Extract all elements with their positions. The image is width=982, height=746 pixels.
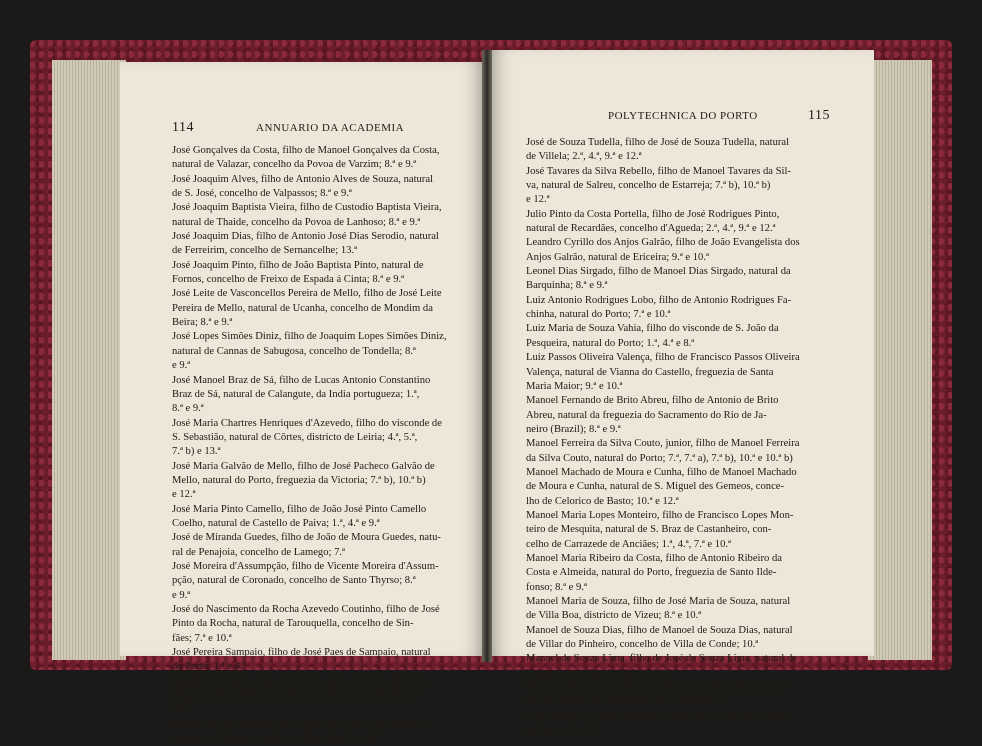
student-entry xyxy=(172,287,472,330)
student-entry xyxy=(526,394,826,437)
entry-line: José do Nascimento da Rocha Azevedo Coutinho, filho de José xyxy=(172,604,440,615)
entry-line: José Pereira Sampaio, filho de José Paes de Sampaio, natural xyxy=(172,647,431,659)
entry-line: lho de Celorico de Basto; 10.ª e 12.ª xyxy=(526,495,679,507)
entry-line: José Pinto Novaes, filho de Antonio Pinto da Costa Moreira, xyxy=(172,675,429,687)
entry-line: natural de Villa Nova de Famalicão, districto de Braga; 8.ª xyxy=(172,690,420,702)
entry-line: chinha, natural do Porto; 7.ª e 10.ª xyxy=(526,309,671,321)
left-running-title: ANNUARIO DA ACADEMIA xyxy=(256,122,405,134)
student-entry xyxy=(526,681,826,710)
entry-line: ral de Penajoia, concelho de Lamego; 7.ª xyxy=(172,546,345,558)
entry-line: 7.ª b) e 13.ª xyxy=(172,446,221,458)
student-entry xyxy=(526,236,826,265)
student-entry xyxy=(526,437,826,466)
student-entry xyxy=(172,646,472,675)
entry-line: José Joaquim Alves, filho de Antonio Alves de Souza, natural xyxy=(172,173,433,185)
entry-line: natural de Mouriz, concelho de Paredes; 8.ª e 9.ª xyxy=(172,733,377,745)
entry-line: S. Sebastião, natural de Côrtes, districto de Leiria; 4.ª, 5.ª, xyxy=(172,431,418,443)
entry-line: José de Miranda Guedes, filho de João de Moura Guedes, natu- xyxy=(172,532,441,544)
entry-line: e 9.ª xyxy=(172,360,191,372)
book-gutter xyxy=(482,50,492,662)
student-entry xyxy=(172,230,472,259)
entry-line: José Manoel Braz de Sá, filho de Lucas Antonio Constantino xyxy=(172,374,431,386)
entry-line: José Rodrigues Moreira, filho de Antonio Rodrigues Moreira, xyxy=(172,718,434,730)
entry-line: fães; 7.ª e 10.ª xyxy=(172,632,232,644)
student-entry xyxy=(526,165,826,208)
entry-line: José de Souza Tudella, filho de José de Souza Tudella, natural xyxy=(526,137,790,148)
entry-line: Manoel Maria Ribeiro da Costa, filho de Antonio Ribeiro da xyxy=(526,552,782,564)
entry-line: Valença, natural de Vianna do Castello, freguezia de Santa xyxy=(526,366,774,378)
right-page xyxy=(488,50,874,737)
entry-line: e 9.ª xyxy=(172,704,191,716)
entry-line: Coelho, natural de Castello de Paiva; 1.ª, 4.ª e 9.ª xyxy=(172,517,380,529)
entry-line: Luiz Maria de Souza Vahia, filho do visconde de S. João da xyxy=(526,323,779,335)
entry-line: Pinto da Rocha, natural de Tarouquella, concelho de Sin- xyxy=(172,618,414,630)
student-entry xyxy=(172,460,472,503)
student-entry xyxy=(172,675,472,718)
entry-line: neiro (Brazil); 8.ª e 9.ª xyxy=(526,423,621,435)
entry-line: José Maria Pinto Camello, filho de João José Pinto Camello xyxy=(172,503,427,515)
entry-line: e 12.ª xyxy=(526,194,550,206)
right-page-edges xyxy=(868,60,932,660)
student-entry xyxy=(526,466,826,509)
entry-line: José Tavares da Silva Rebello, filho de Manoel Tavares da Sil- xyxy=(526,165,791,177)
student-entry xyxy=(172,144,472,173)
entry-line: reira, natural do Pezo da Regoa; 7.ª, 10.ª e 12.ª xyxy=(526,696,724,708)
entry-line: Pesqueira, natural do Porto; 1.ª, 4.ª e 8.ª xyxy=(526,337,695,349)
right-page-number: 115 xyxy=(808,108,830,123)
entry-line: Barquinha; 8.ª e 9.ª xyxy=(526,280,608,292)
entry-line: pção, natural de Coronado, concelho de Santo Thyrso; 8.ª xyxy=(172,575,416,587)
student-entry xyxy=(526,294,826,323)
entry-line: José Joaquim Dias, filho de Antonio José Dias Serodio, natural xyxy=(172,231,439,243)
entry-line: Manoel de Souza Lima, filho de José de Souza Lima, natural de xyxy=(526,653,797,665)
entry-line: fonso; 8.ª e 9.ª xyxy=(526,581,587,593)
student-entry xyxy=(172,173,472,202)
entry-line: José Joaquim Pinto, filho de João Baptista Pinto, natural de xyxy=(172,259,424,271)
entry-line: natural de Recardães, concelho d'Agueda; 2.ª, 4.ª, 9.ª e 12.ª xyxy=(526,223,776,235)
entry-line: de Ferreirim, concelho de Sernancelhe; 13.ª xyxy=(172,245,358,257)
entry-line: Pereira de Mello, natural de Ucanha, concelho de Mondim da xyxy=(172,302,433,314)
entry-line: Maximiano Bernardes Pereira, filho de Antonio Bernardes Pe- xyxy=(526,682,791,694)
entry-line: Luiz Passos Oliveira Valença, filho de Francisco Passos Oliveira xyxy=(526,352,800,364)
entry-line: Manoel Ferreira da Silva Couto, junior, filho de Manoel Ferreira xyxy=(526,438,800,450)
entry-line: Costa e Almeida, natural do Porto, freguezia de Santo Ilde- xyxy=(526,567,777,579)
student-entry xyxy=(172,330,472,373)
student-entry xyxy=(526,552,826,595)
entry-line: de Villela; 2.ª, 4.ª, 9.ª e 12.ª xyxy=(526,151,642,163)
entry-line: José Leite de Vasconcellos Pereira de Mello, filho de José Leite xyxy=(172,288,442,300)
student-entry xyxy=(172,503,472,532)
entry-line: Manoel Machado de Moura e Cunha, filho de Manoel Machado xyxy=(526,466,797,478)
entry-line: Leonel Dias Sirgado, filho de Manoel Dias Sirgado, natural da xyxy=(526,266,791,278)
entry-line: 8.ª e 9.ª xyxy=(172,403,204,415)
entry-line: va, natural de Salreu, concelho de Estarreja; 7.ª b), 10.ª b) xyxy=(526,180,771,192)
entry-line: de Villar do Pinheiro, concelho de Villa de Conde; 10.ª xyxy=(526,639,759,651)
entry-line: do Porto; 8.ª e 9.ª xyxy=(526,725,600,737)
student-entry xyxy=(172,374,472,417)
student-entry xyxy=(172,603,472,646)
student-entry xyxy=(526,208,826,237)
entry-line: Pedro Nunes de Souza, filho de João Nunes de Souza, natural xyxy=(526,710,788,722)
entry-line: natural de Thaide, concelho da Povoa de Lanhoso; 8.ª e 9.ª xyxy=(172,216,421,228)
student-entry xyxy=(526,595,826,624)
entry-line: José Joaquim Baptista Vieira, filho de Custodio Baptista Vieira, xyxy=(172,202,442,214)
right-running-title: POLYTECHNICA DO PORTO xyxy=(608,110,758,122)
entry-line: Anjos Galrão, natural de Ericeira; 9.ª e 10.ª xyxy=(526,251,709,263)
left-page xyxy=(120,62,486,745)
entry-line: Folgosa, concelho da Maia; 8.ª e 9.ª xyxy=(526,667,678,679)
entry-line: Fornos, concelho de Freixo de Espada á Cinta; 8.ª e 9.ª xyxy=(172,274,405,286)
student-entry xyxy=(172,417,472,460)
entry-line: e 12.ª xyxy=(172,489,196,501)
entry-line: Manoel Maria Lopes Monteiro, filho de Francisco Lopes Mon- xyxy=(526,509,794,521)
entry-line: de Moura e Cunha, natural de S. Miguel des Gemeos, conce- xyxy=(526,481,785,493)
student-entry xyxy=(526,652,826,681)
entry-line: Mello, natural do Porto, freguezia da Victoria; 7.ª b), 10.ª b) xyxy=(172,474,426,486)
entry-line: José Maria Chartres Henriques d'Azevedo, filho do visconde de xyxy=(172,417,442,429)
entry-line: José Moreira d'Assumpção, filho de Vicente Moreira d'Assum- xyxy=(172,560,439,572)
entry-line: Leandro Cyrillo dos Anjos Galrão, filho de João Evangelista dos xyxy=(526,237,800,249)
entry-line: Manoel de Souza Dias, filho de Manoel de Souza Dias, natural xyxy=(526,624,793,636)
left-entry-list xyxy=(172,144,472,746)
entry-line: do Porto; 1.ª e 4.ª xyxy=(172,661,246,673)
student-entry xyxy=(526,710,826,739)
entry-line: Abreu, natural da freguezia do Sacramento do Rio de Ja- xyxy=(526,409,767,421)
entry-line: Maria Maior; 9.ª e 10.ª xyxy=(526,380,623,392)
entry-line: Manoel Maria de Souza, filho de José Maria de Souza, natural xyxy=(526,596,791,607)
student-entry xyxy=(526,351,826,394)
entry-line: da Silva Couto, natural do Porto; 7.ª, 7.ª a), 7.ª b), 10.ª e 10.ª b) xyxy=(526,452,793,464)
student-entry xyxy=(526,509,826,552)
right-entry-list xyxy=(526,136,826,738)
left-page-number: 114 xyxy=(172,120,194,135)
entry-line: Braz de Sá, natural de Calangute, da India portugueza; 1.ª, xyxy=(172,388,420,400)
entry-line: natural de Valazar, concelho da Povoa de Varzim; 8.ª e 9.ª xyxy=(172,159,417,171)
left-page-edges xyxy=(52,60,126,660)
entry-line: natural de Cannas de Sabugosa, concelho de Tondella; 8.ª xyxy=(172,345,416,357)
student-entry xyxy=(172,718,472,746)
student-entry xyxy=(172,531,472,560)
student-entry xyxy=(526,624,826,653)
entry-line: Manoel Fernando de Brito Abreu, filho de Antonio de Brito xyxy=(526,395,779,407)
student-entry xyxy=(526,322,826,351)
entry-line: de S. José, concelho de Valpassos; 8.ª e 9.ª xyxy=(172,188,352,200)
entry-line: Julio Pinto da Costa Portella, filho de José Rodrigues Pinto, xyxy=(526,208,780,220)
entry-line: e 9.ª xyxy=(172,589,191,601)
entry-line: teiro de Mesquita, natural de S. Braz de Castanheiro, con- xyxy=(526,524,772,536)
entry-line: José Maria Galvão de Mello, filho de José Pacheco Galvão de xyxy=(172,460,435,472)
entry-line: de Villa Boa, districto de Vizeu; 8.ª e 10.ª xyxy=(526,610,702,622)
entry-line: Luiz Antonio Rodrigues Lobo, filho de Antonio Rodrigues Fa- xyxy=(526,294,792,306)
student-entry xyxy=(526,265,826,294)
entry-line: José Gonçalves da Costa, filho de Manoel Gonçalves da Costa, xyxy=(172,145,440,156)
entry-line: Beira; 8.ª e 9.ª xyxy=(172,317,233,329)
student-entry xyxy=(172,201,472,230)
student-entry xyxy=(172,259,472,288)
entry-line: José Lopes Simões Diniz, filho de Joaquim Lopes Simões Diniz, xyxy=(172,331,447,343)
entry-line: celho de Carrazede de Anciães; 1.ª, 4.ª, 7.ª e 10.ª xyxy=(526,538,731,550)
student-entry xyxy=(172,560,472,603)
student-entry xyxy=(526,136,826,165)
